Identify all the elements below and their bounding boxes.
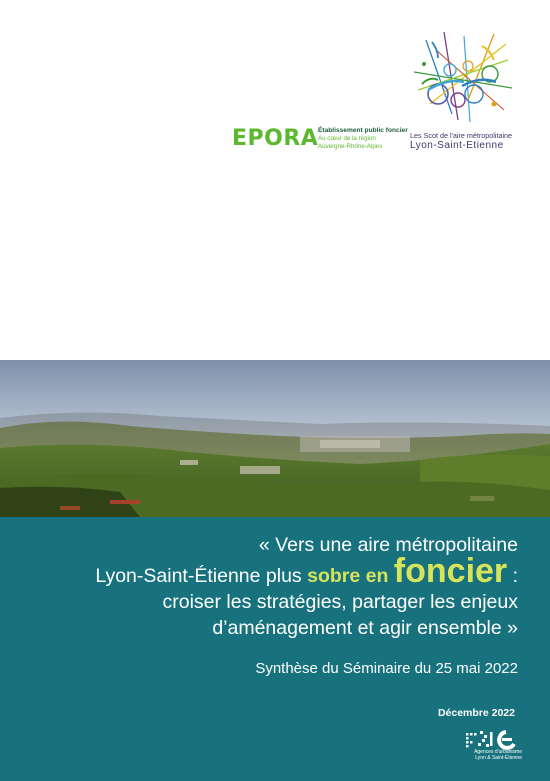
epora-tagline-line1: Établissement public foncier bbox=[318, 127, 408, 134]
cover-top-area bbox=[0, 0, 550, 360]
landscape-photo bbox=[0, 360, 550, 517]
epora-logo bbox=[232, 126, 408, 154]
scot-logo-line2: Lyon-Saint-Etienne bbox=[410, 140, 504, 151]
publication-date: Décembre 2022 bbox=[437, 707, 515, 719]
scot-logo-mark bbox=[408, 30, 520, 126]
title-line3: croiser les stratégies, partager les enjeux bbox=[162, 591, 518, 613]
epora-tagline-line2: Au cœur de la région bbox=[318, 135, 376, 142]
epora-tagline-line3: Auvergne-Rhône-Alpes bbox=[318, 143, 383, 150]
title-accent-small: sobre en bbox=[307, 565, 394, 587]
agences-logo-line2: Lyon & Saint-Étienne bbox=[475, 755, 522, 761]
title-accent-large: foncier bbox=[393, 552, 508, 590]
scot-logo-line1: Les Scot de l'aire métropolitaine bbox=[410, 131, 513, 140]
title-line2-prefix: Lyon-Saint-Étienne plus bbox=[95, 565, 308, 587]
document-title bbox=[18, 532, 518, 641]
epora-logo-tagline bbox=[318, 127, 408, 151]
scot-logo-text bbox=[410, 131, 530, 152]
title-line4: d’aménagement et agir ensemble » bbox=[212, 617, 518, 639]
title-line2-suffix: : bbox=[507, 565, 518, 587]
agences-logo-line1: Agences d'urbanisme bbox=[474, 749, 522, 755]
agences-urbanisme-logo-text bbox=[462, 749, 522, 761]
title-band bbox=[0, 517, 550, 781]
title-line2 bbox=[18, 552, 518, 590]
epora-logo-word: EPORA bbox=[232, 126, 319, 151]
document-subtitle: Synthèse du Séminaire du 25 mai 2022 bbox=[255, 660, 518, 677]
title-line1: « Vers une aire métropolitaine bbox=[258, 534, 518, 556]
